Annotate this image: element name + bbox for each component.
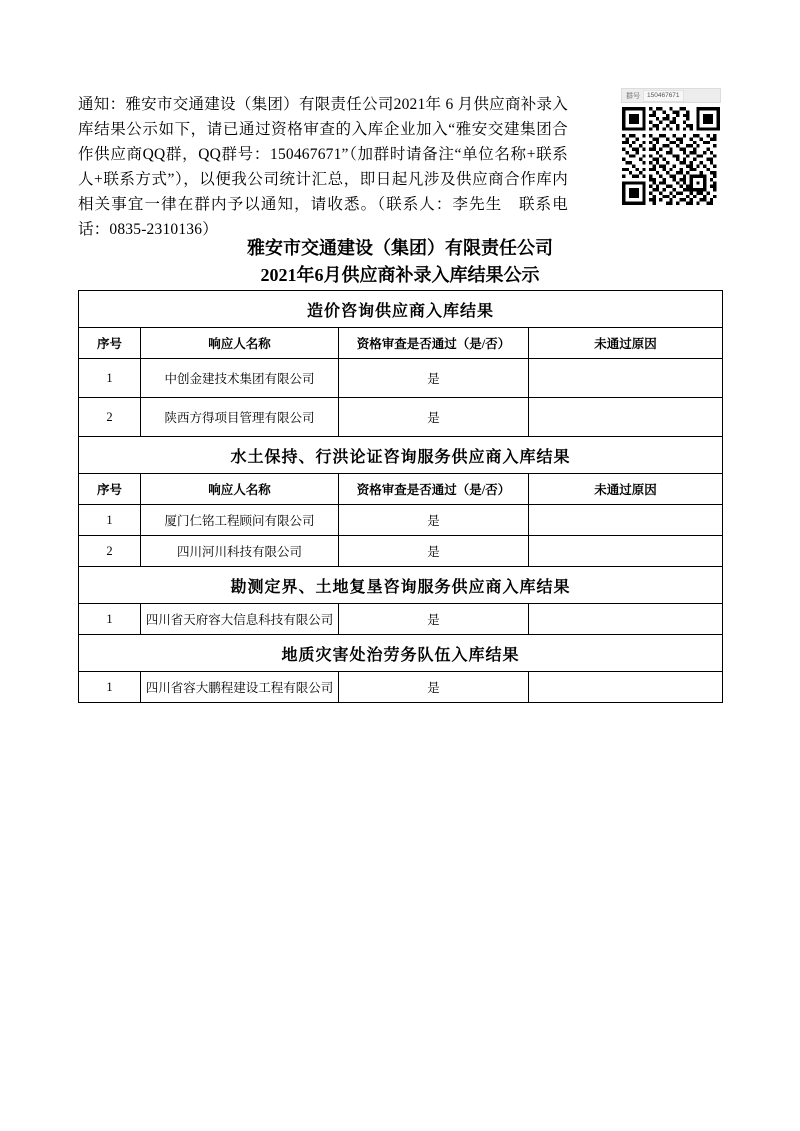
row-failure-reason: [529, 505, 723, 536]
row-qualification-result: 是: [339, 536, 529, 567]
qr-group-label: [621, 88, 721, 103]
table-column-header: 未通过原因: [529, 474, 723, 505]
row-qualification-result: 是: [339, 604, 529, 635]
table-column-header: 响应人名称: [141, 474, 339, 505]
row-failure-reason: [529, 359, 723, 398]
table-row: [79, 398, 723, 437]
row-supplier-name: 四川河川科技有限公司: [141, 536, 339, 567]
table-section-heading: 地质灾害处治劳务队伍入库结果: [79, 635, 723, 672]
qr-code-icon: [621, 107, 721, 205]
row-no: 2: [79, 536, 141, 567]
table-column-header: 资格审查是否通过（是/否）: [339, 328, 529, 359]
table-section-heading-row: [79, 437, 723, 474]
row-qualification-result: 是: [339, 398, 529, 437]
table-section-heading: 水土保持、行洪论证咨询服务供应商入库结果: [79, 437, 723, 474]
table-column-header: 未通过原因: [529, 328, 723, 359]
row-failure-reason: [529, 536, 723, 567]
qr-group-number: 150467671: [643, 90, 684, 102]
results-table: [78, 290, 723, 703]
row-supplier-name: 四川省天府容大信息科技有限公司: [141, 604, 339, 635]
row-no: 1: [79, 505, 141, 536]
table-column-header: 序号: [79, 328, 141, 359]
table-column-header-row: [79, 474, 723, 505]
qr-code-block: [621, 88, 723, 206]
row-no: 1: [79, 604, 141, 635]
table-column-header: 资格审查是否通过（是/否）: [339, 474, 529, 505]
results-table-wrapper: [78, 290, 722, 703]
row-failure-reason: [529, 398, 723, 437]
table-section-heading-row: [79, 291, 723, 328]
table-section-heading-row: [79, 635, 723, 672]
notice-paragraph: 通知：雅安市交通建设（集团）有限责任公司2021年 6 月供应商补录入库结果公示如下，请已通过资格审查的入库企业加入“雅安交建集团合作供应商QQ群，QQ群号：150467671”（加群时请备注“单位名称+联系人+联系方式”），以便我公司统计汇总，即日起凡涉及供应商合作库内相关事宜一律在群内予以通知，请收悉。（联系人：李先生 联系电话：0835-2310136）: [78, 96, 568, 238]
results-table-body: [79, 291, 723, 703]
table-section-heading-row: [79, 567, 723, 604]
row-no: 1: [79, 672, 141, 703]
table-column-header-row: [79, 328, 723, 359]
row-no: 1: [79, 359, 141, 398]
row-qualification-result: 是: [339, 359, 529, 398]
table-row: [79, 604, 723, 635]
row-supplier-name: 四川省容大鹏程建设工程有限公司: [141, 672, 339, 703]
table-column-header: 序号: [79, 474, 141, 505]
page-title-line2: 2021年6月供应商补录入库结果公示: [260, 265, 540, 285]
table-section-heading: 造价咨询供应商入库结果: [79, 291, 723, 328]
table-section-heading: 勘测定界、土地复垦咨询服务供应商入库结果: [79, 567, 723, 604]
row-failure-reason: [529, 604, 723, 635]
row-qualification-result: 是: [339, 672, 529, 703]
table-row: [79, 536, 723, 567]
page-title-line1: 雅安市交通建设（集团）有限责任公司: [247, 238, 553, 258]
table-row: [79, 505, 723, 536]
row-failure-reason: [529, 672, 723, 703]
qr-label-text: 群号: [626, 92, 640, 100]
table-row: [79, 359, 723, 398]
row-supplier-name: 厦门仁铭工程顾问有限公司: [141, 505, 339, 536]
row-supplier-name: 陕西方得项目管理有限公司: [141, 398, 339, 437]
table-column-header: 响应人名称: [141, 328, 339, 359]
row-supplier-name: 中创金建技术集团有限公司: [141, 359, 339, 398]
row-no: 2: [79, 398, 141, 437]
page-title: [0, 235, 800, 289]
row-qualification-result: 是: [339, 505, 529, 536]
table-row: [79, 672, 723, 703]
